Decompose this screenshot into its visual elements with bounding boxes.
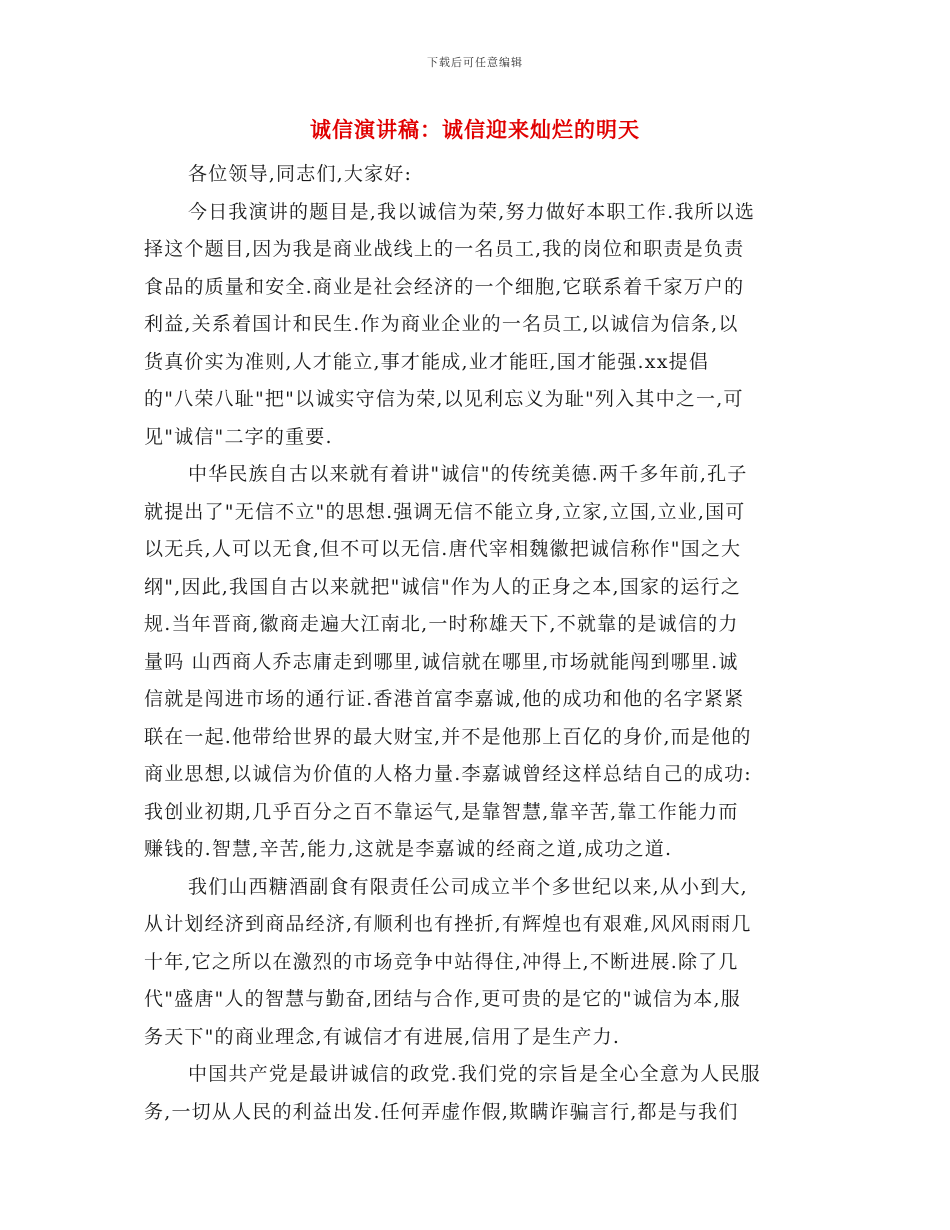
text-line: 我创业初期,几乎百分之百不靠运气,是靠智慧,靠辛苦,靠工作能力而: [144, 800, 739, 823]
text-line: 的"八荣八耻"把"以诚实守信为荣,以见利忘义为耻"列入其中之一,可: [144, 388, 744, 410]
header-note: 下载后可任意编辑: [427, 56, 523, 69]
text-line: 各位领导,同志们,大家好:: [188, 163, 413, 185]
text-line: 食品的质量和安全.商业是社会经济的一个细胞,它联系着千家万户的: [144, 275, 745, 298]
text-line: 十年,它之所以在激烈的市场竞争中站得住,冲得上,不断进展.除了几: [144, 950, 739, 973]
text-line: 中华民族自古以来就有着讲"诚信"的传统美德.两千多年前,孔子: [188, 463, 748, 485]
text-line: 规.当年晋商,徽商走遍大江南北,一时称雄天下,不就靠的是诚信的力: [144, 613, 739, 635]
text-line: 择这个题目,因为我是商业战线上的一名员工,我的岗位和职责是负责: [144, 238, 745, 260]
body-text: [144, 156, 808, 1131]
text-line: 代"盛唐"人的智慧与勤奋,团结与合作,更可贵的是它的"诚信为本,服: [144, 988, 741, 1010]
text-line: 就提出了"无信不立"的思想.强调无信不能立身,立家,立国,立业,国可: [144, 500, 746, 523]
text-line: 信就是闯进市场的通行证.香港首富李嘉诚,他的成功和他的名字紧紧: [144, 688, 745, 710]
text-line: 务天下"的商业理念,有诚信才有进展,信用了是生产力.: [144, 1025, 621, 1048]
text-line: 我们山西糖酒副食有限责任公司成立半个多世纪以来,从小到大,: [188, 875, 748, 898]
text-line: 量吗 山西商人乔志庸走到哪里,诚信就在哪里,市场就能闯到哪里.诚: [144, 650, 739, 673]
text-line: 联在一起.他带给世界的最大财宝,并不是他那上百亿的身价,而是他的: [144, 725, 752, 748]
text-line: 纲",因此,我国自古以来就把"诚信"作为人的正身之本,国家的运行之: [144, 575, 741, 598]
text-line: 以无兵,人可以无食,但不可以无信.唐代宰相魏徽把诚信称作"国之大: [144, 538, 742, 560]
text-line: 今日我演讲的题目是,我以诚信为荣,努力做好本职工作.我所以选: [188, 200, 756, 223]
text-line: 商业思想,以诚信为价值的人格力量.李嘉诚曾经这样总结自己的成功:: [144, 763, 752, 785]
text-line: 货真价实为准则,人才能立,事才能成,业才能旺,国才能强.xx提倡: [144, 350, 710, 373]
text-line: 见"诚信"二字的重要.: [144, 425, 333, 448]
text-line: 务,一切从人民的利益出发.任何弄虚作假,欺瞒诈骗言行,都是与我们: [144, 1100, 739, 1123]
text-line: 利益,关系着国计和民生.作为商业企业的一名员工,以诚信为信条,以: [144, 313, 739, 335]
text-line: 赚钱的.智慧,辛苦,能力,这就是李嘉诚的经商之道,成功之道.: [144, 838, 673, 860]
text-line: 从计划经济到商品经济,有顺利也有挫折,有辉煌也有艰难,风风雨雨几: [144, 913, 752, 935]
text-line: 中国共产党是最讲诚信的政党.我们党的宗旨是全心全意为人民服: [188, 1063, 761, 1085]
document-title: 诚信演讲稿：诚信迎来灿烂的明天: [310, 118, 640, 142]
